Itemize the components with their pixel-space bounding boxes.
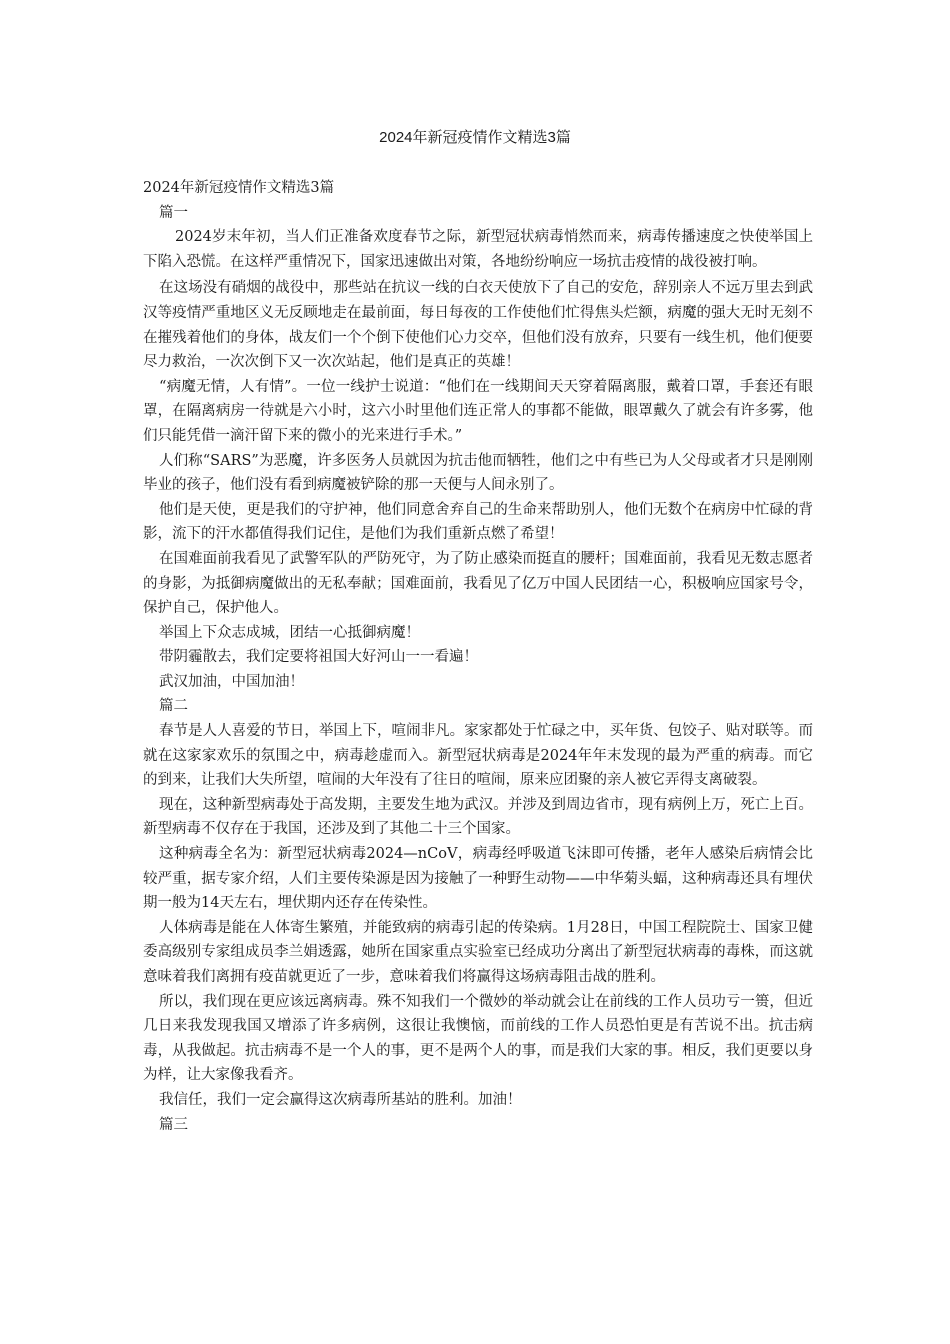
document-body xyxy=(143,176,813,1137)
section-heading-3: 篇三 xyxy=(159,1116,188,1133)
document-subtitle: 2024年新冠疫情作文精选3篇 xyxy=(143,180,335,196)
paragraph: 在这场没有硝烟的战役中，那些站在抗议一线的白衣天使放下了自己的安危，辞别亲人不远万里去到武汉等疫情严重地区义无反顾地走在最前面，每日每夜的工作使他们忙得焦头烂额，病魔的强大无时无刻不在摧残着他们的身体，战友们一个个倒下使他们心力交卒，但他们没有放弃，只要有一线生机，他们便要尽力救治，一次次倒下又一次次站起，他们是真正的英雄！ xyxy=(143,280,813,371)
paragraph: 他们是天使，更是我们的守护神，他们同意舍弃自己的生命来帮助别人，他们无数个在病房中忙碌的背影，流下的汗水都值得我们记住，是他们为我们重新点燃了希望！ xyxy=(143,501,813,543)
paragraph: 带阴霾散去，我们定要将祖国大好河山一一看遍！ xyxy=(159,649,478,666)
paragraph: 武汉加油，中国加油！ xyxy=(159,673,304,690)
paragraph: 举国上下众志成城，团结一心抵御病魔！ xyxy=(159,624,420,641)
paragraph: “病魔无情，人有情”。一位一线护士说道：“他们在一线期间天天穿着隔离服，戴着口罩，手套还有眼罩，在隔离病房一待就是六小时，这六小时里他们连正常人的事都不能做，眼罩戴久了就会有许多雾，他们只能凭借一滴汗留下来的微小的光来进行手术。” xyxy=(143,378,813,444)
paragraph: 现在，这种新型病毒处于高发期，主要发生地为武汉。并涉及到周边省市，现有病例上万，死亡上百。新型病毒不仅存在于我国，还涉及到了其他二十三个国家。 xyxy=(143,796,813,838)
paragraph: 人体病毒是能在人体寄生繁殖，并能致病的病毒引起的传染病。1月28日，中国工程院院士、国家卫健委高级别专家组成员李兰娟透露，她所在国家重点实验室已经成功分离出了新型冠状病毒的毒株，而这就意味着我们离拥有疫苗就更近了一步，意味着我们将赢得这场病毒阻击战的胜利。 xyxy=(143,919,813,985)
section-heading-1: 篇一 xyxy=(159,204,188,221)
paragraph: 这种病毒全名为：新型冠状病毒2024—nCoV，病毒经呼吸道飞沫即可传播，老年人感染后病情会比较严重，据专家介绍，人们主要传染源是因为接触了一种野生动物——中华菊头蝠，这种病毒还具有埋伏期一般为14天左右，埋伏期内还存在传染性。 xyxy=(143,846,813,912)
paragraph: 春节是人人喜爱的节日，举国上下，喧闹非凡。家家都处于忙碌之中，买年货、包饺子、贴对联等。而就在这家家欢乐的氛围之中，病毒趁虚而入。新型冠状病毒是2024年年末发现的最为严重的病毒。而它的到来，让我们大失所望，喧闹的大年没有了往日的喧闹，原来应团聚的亲人被它弄得支离破裂。 xyxy=(143,723,813,789)
paragraph: 所以，我们现在更应该远离病毒。殊不知我们一个微妙的举动就会让在前线的工作人员功亏一篑，但近几日来我发现我国又增添了许多病例，这很让我懊恼，而前线的工作人员恐怕更是有苦说不出。抗击病毒，从我做起。抗击病毒不是一个人的事，更不是两个人的事，而是我们大家的事。相反，我们更要以身为样，让大家像我看齐。 xyxy=(143,993,813,1084)
paragraph: 2024岁末年初，当人们正准备欢度春节之际，新型冠状病毒悄然而来，病毒传播速度之快使举国上下陷入恐慌。在这样严重情况下，国家迅速做出对策，各地纷纷响应一场抗击疫情的战役被打响。 xyxy=(143,229,813,270)
paragraph: 在国难面前我看见了武警军队的严防死守，为了防止感染而挺直的腰杆；国难面前，我看见无数志愿者的身影，为抵御病魔做出的无私奉献；国难面前，我看见了亿万中国人民团结一心，积极响应国家号令，保护自己，保护他人。 xyxy=(143,550,813,617)
paragraph: 我信任，我们一定会赢得这次病毒所基站的胜利。加油！ xyxy=(159,1091,522,1108)
section-heading-2: 篇二 xyxy=(159,698,188,715)
paragraph: 人们称“SARS”为恶魔，许多医务人员就因为抗击他而牺牲，他们之中有些已为人父母或者才只是刚刚毕业的孩子，他们没有看到病魔被铲除的那一天便与人间永别了。 xyxy=(143,452,813,494)
page-title: 2024年新冠疫情作文精选3篇 xyxy=(379,129,571,146)
